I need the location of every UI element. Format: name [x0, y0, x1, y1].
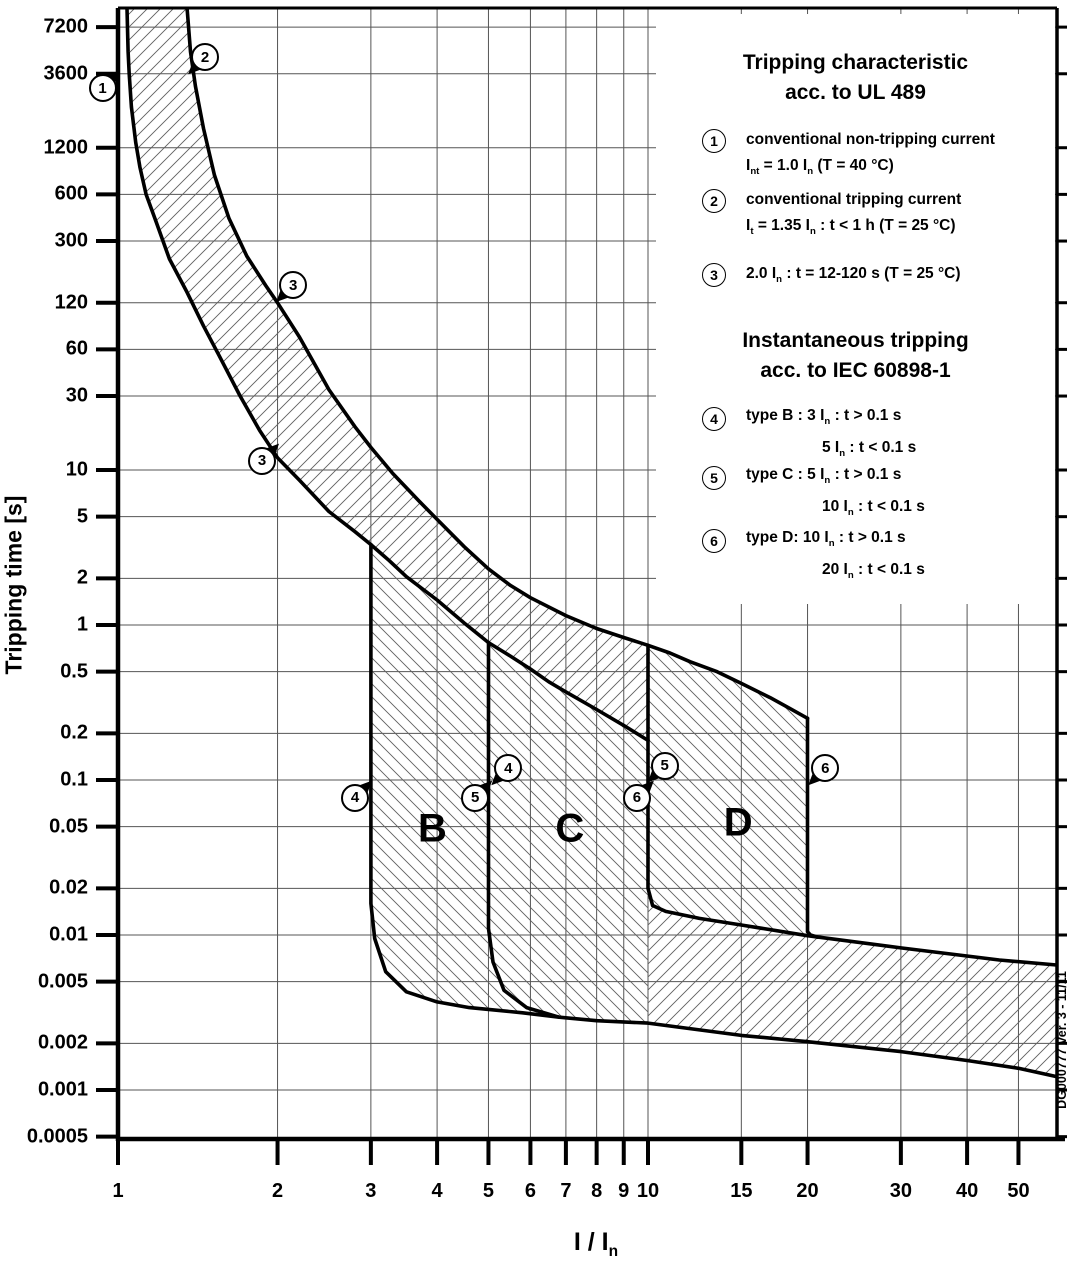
region-label-b: B: [417, 806, 447, 851]
x-tick-label: 20: [796, 1180, 819, 1202]
curve-marker-3: 3: [279, 271, 307, 299]
trip-limit-20in-line: [808, 718, 818, 937]
curve-marker-2: 2: [191, 43, 219, 71]
y-tick-label: 0.002: [37, 1031, 88, 1054]
x-tick-label: 3: [365, 1180, 377, 1202]
x-tick-label: 8: [591, 1180, 603, 1202]
legend-marker-1: 1: [702, 129, 726, 153]
y-tick-label: 0.005: [37, 970, 88, 993]
x-tick-label: 30: [889, 1180, 912, 1202]
y-tick-label: 60: [65, 337, 88, 360]
y-tick-label: 7200: [43, 15, 88, 38]
curve-marker-5: 5: [461, 784, 489, 812]
y-tick-label: 30: [65, 384, 88, 407]
x-tick-label: 2: [271, 1180, 284, 1202]
y-tick-label: 0.2: [60, 721, 88, 744]
legend: [656, 14, 1055, 604]
legend-title-ul489: Tripping characteristic acc. to UL 489: [742, 51, 969, 104]
y-tick-label: 1200: [43, 136, 88, 159]
legend-item-6: type D: 10 $I_n$ : t > 0.1 s 20 $I_n$ : t < 0.1 s: [746, 529, 925, 582]
legend-marker-6: 6: [702, 529, 726, 553]
y-tick-label: 0.05: [49, 815, 88, 838]
curve-marker-1: 1: [89, 74, 117, 102]
legend-marker-3: 3: [702, 263, 726, 287]
legend-marker-4: 4: [702, 407, 726, 431]
x-tick-label: 50: [1007, 1180, 1030, 1202]
y-tick-label: 3600: [43, 62, 88, 85]
curve-marker-6: 6: [811, 754, 839, 782]
x-tick-label: 4: [431, 1180, 443, 1202]
curve-marker-4: 4: [341, 784, 369, 812]
y-tick-label: 2: [76, 566, 88, 589]
y-tick-label: 300: [54, 229, 88, 252]
y-axis-title: Tripping time [s]: [0, 495, 27, 675]
x-tick-label: 40: [955, 1180, 979, 1202]
legend-marker-2: 2: [702, 189, 726, 213]
x-tick-label: 6: [524, 1180, 536, 1202]
x-tick-label: 15: [730, 1180, 753, 1202]
legend-item-5: type C : 5 $I_n$ : t > 0.1 s 10 $I_n$ : t < 0.1 s: [746, 466, 925, 519]
legend-item-1: conventional non-tripping current $I_{nt} = 1.0$ $I_n$ (T = 40 °C): [746, 131, 995, 178]
y-tick-label: 0.02: [49, 876, 88, 899]
legend-item-2: conventional tripping current $I_t = 1.35$ $I_n$ : t < 1 h (T = 25 °C): [746, 191, 962, 238]
y-tick-label: 120: [54, 291, 88, 314]
x-tick-label: 7: [560, 1180, 572, 1202]
legend-marker-5: 5: [702, 466, 726, 490]
legend-item-3: 2.0 $I_n$ : t = 12-120 s (T = 25 °C): [746, 265, 961, 286]
curve-marker-3: 3: [248, 447, 276, 475]
document-version-note: DG000777 Ver. 3 - 11/11: [1055, 971, 1069, 1109]
y-tick-label: 600: [54, 182, 88, 205]
y-tick-label: 5: [76, 505, 88, 528]
x-tick-label: 1: [112, 1180, 124, 1202]
curve-marker-4: 4: [494, 754, 522, 782]
y-tick-label: 1: [76, 613, 88, 636]
y-tick-label: 0.01: [49, 923, 88, 946]
y-tick-label: 0.5: [60, 660, 88, 683]
x-axis-title: I / $I_n$: [573, 1228, 619, 1260]
legend-item-4: type B : 3 $I_n$ : t > 0.1 s 5 $I_n$ : t < 0.1 s: [746, 407, 917, 460]
y-tick-label: 10: [65, 458, 88, 481]
legend-title-iec60898: Instantaneous tripping acc. to IEC 60898-1: [742, 329, 969, 382]
x-tick-label: 10: [636, 1180, 660, 1202]
region-label-c: C: [555, 806, 585, 851]
y-tick-label: 0.001: [37, 1078, 88, 1101]
curve-marker-5: 5: [651, 752, 679, 780]
region-d-fill: [648, 645, 808, 935]
curve-marker-6: 6: [623, 784, 651, 812]
region-label-d: D: [723, 800, 753, 845]
y-tick-label: 0.1: [60, 768, 88, 791]
x-tick-label: 5: [482, 1180, 495, 1202]
x-tick-label: 9: [618, 1180, 630, 1202]
y-tick-label: 0.0005: [26, 1125, 88, 1148]
